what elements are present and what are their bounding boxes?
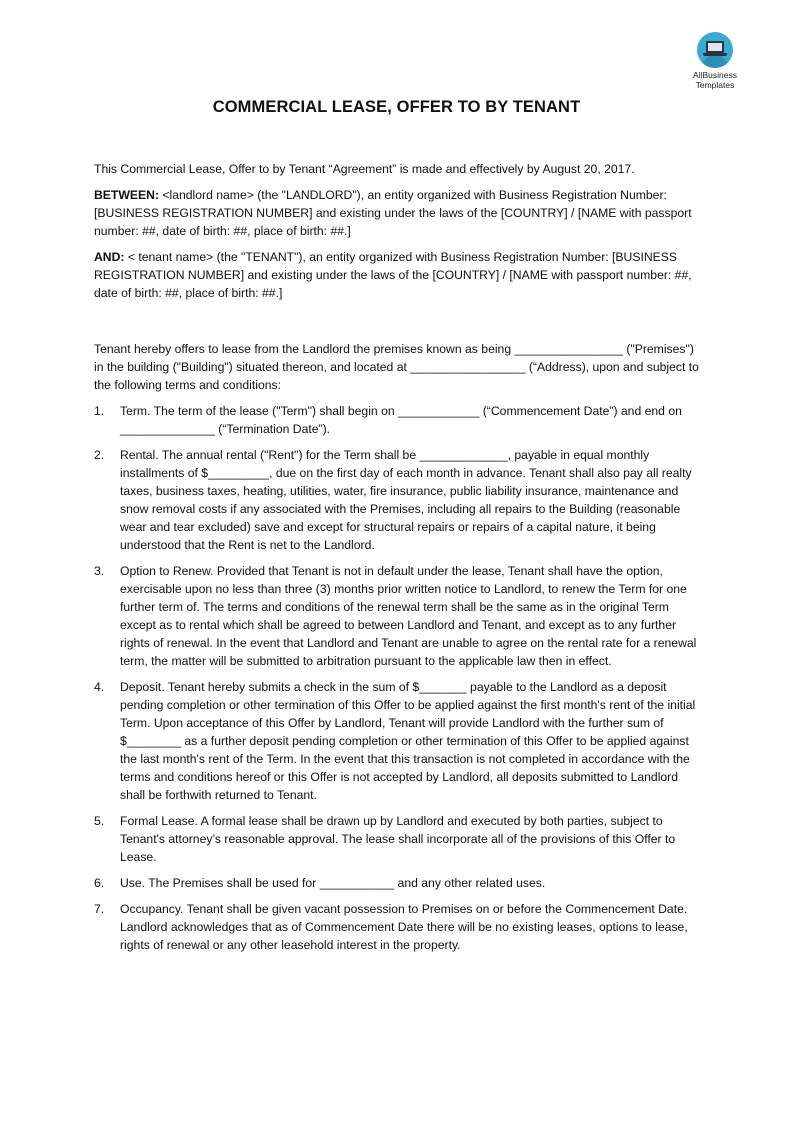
term-item — [94, 446, 704, 554]
intro-paragraph: This Commercial Lease, Offer to by Tenant “Agreement” is made and effectively by August 20, 2017. — [94, 162, 635, 176]
logo-line-1: AllBusiness — [693, 70, 737, 80]
terms-list — [94, 402, 704, 954]
term-number: 4. — [94, 680, 105, 694]
term-text: Deposit. Tenant hereby submits a check in the sum of $_______ payable to the Landlord as a deposit pending completion or other termination of this Offer to be applied against the first month's rent of the initial Term. Upon acceptance of this Offer by Landlord, Tenant will provide Landlord with the further sum of $________ as a further deposit pending completion or other termination of this Offer to be applied against the last month's rent of the Term. In the event that this transaction is not completed in accordance with the terms and conditions hereof or this Offer is not accepted by Landlord, all deposits submitted to Landlord shall be forthwith returned to Tenant. — [120, 680, 696, 802]
between-text: <landlord name> (the "LANDLORD"), an entity organized with Business Registration Number: [BUSINESS REGISTRATION NUMBER] and existing under the laws of the [COUNTRY] / [NAME with passport number: ##, date of birth: ##, place of birth: ##.] — [94, 188, 692, 238]
term-text: Option to Renew. Provided that Tenant is not in default under the lease, Tenant shall have the option, exercisable upon no less than three (3) months prior written notice to Landlord, to renew the Term for one further term of. The terms and conditions of the renewal term shall be the same as in the original Term except as to rental which shall be agreed to between Landlord and Tenant, and except as to any further rights of renewal. In the event that Landlord and Tenant are unable to agree on the rental rate for a renewal term, the matter will be submitted to arbitration pursuant to the applicable law then in effect. — [120, 564, 697, 668]
document-body — [94, 160, 704, 962]
term-number: 6. — [94, 876, 105, 890]
logo-line-2: Templates — [695, 80, 735, 90]
term-number: 5. — [94, 814, 105, 828]
term-item — [94, 678, 704, 804]
term-number: 7. — [94, 902, 105, 916]
term-text: Occupancy. Tenant shall be given vacant possession to Premises on or before the Commencement Date. Landlord acknowledges that as of Commencement Date there will be no existing leases, options to lease, rights of renewal or any other leasehold interest in the property. — [120, 902, 688, 952]
between-label: BETWEEN: — [94, 188, 159, 202]
logo-text — [680, 70, 750, 90]
term-number: 2. — [94, 448, 105, 462]
term-text: Formal Lease. A formal lease shall be drawn up by Landlord and executed by both parties, subject to Tenant's attorney’s reasonable approval. The lease shall incorporate all of the provisions of this Offer to Lease. — [120, 814, 676, 864]
and-text: < tenant name> (the "TENANT"), an entity organized with Business Registration Number: [BUSINESS REGISTRATION NUMBER] and existing under the laws of the [COUNTRY] / [NAME with passport number: ##, date of birth: ##, place of birth: ##.] — [94, 250, 692, 300]
term-text: Use. The Premises shall be used for ___________ and any other related uses. — [120, 876, 546, 890]
document-title: COMMERCIAL LEASE, OFFER TO BY TENANT — [212, 98, 581, 116]
laptop-icon — [697, 32, 733, 68]
offer-paragraph: Tenant hereby offers to lease from the Landlord the premises known as being ________________ ("Premises") in the building ("Building") situated thereon, and located at _________________ (“Address), upon and subject to the following terms and conditions: — [94, 342, 699, 392]
term-number: 3. — [94, 564, 105, 578]
and-paragraph — [94, 248, 704, 302]
term-text: Rental. The annual rental ("Rent") for the Term shall be _____________, payable in equal monthly installments of $_________, due on the first day of each month in advance. Tenant shall also pay all realty taxes, business taxes, heating, utilities, water, fire insurance, public liability insurance, maintenance and snow removal costs if any associated with the Premises, including all repairs to the Building (reasonable wear and tear excluded) save and except for structural repairs or repairs of a capital nature, it being understood that the Rent is net to the Landlord. — [120, 448, 692, 552]
term-item — [94, 900, 704, 954]
and-label: AND: — [94, 250, 125, 264]
term-item — [94, 402, 704, 438]
term-text: Term. The term of the lease ("Term") shall begin on ____________ (“Commencement Date”) and end on ______________ (“Termination Date”). — [120, 404, 682, 436]
between-paragraph — [94, 186, 704, 240]
term-item — [94, 812, 704, 866]
term-number: 1. — [94, 404, 105, 418]
term-item — [94, 562, 704, 670]
term-item — [94, 874, 704, 892]
allbusiness-templates-logo — [680, 32, 750, 90]
